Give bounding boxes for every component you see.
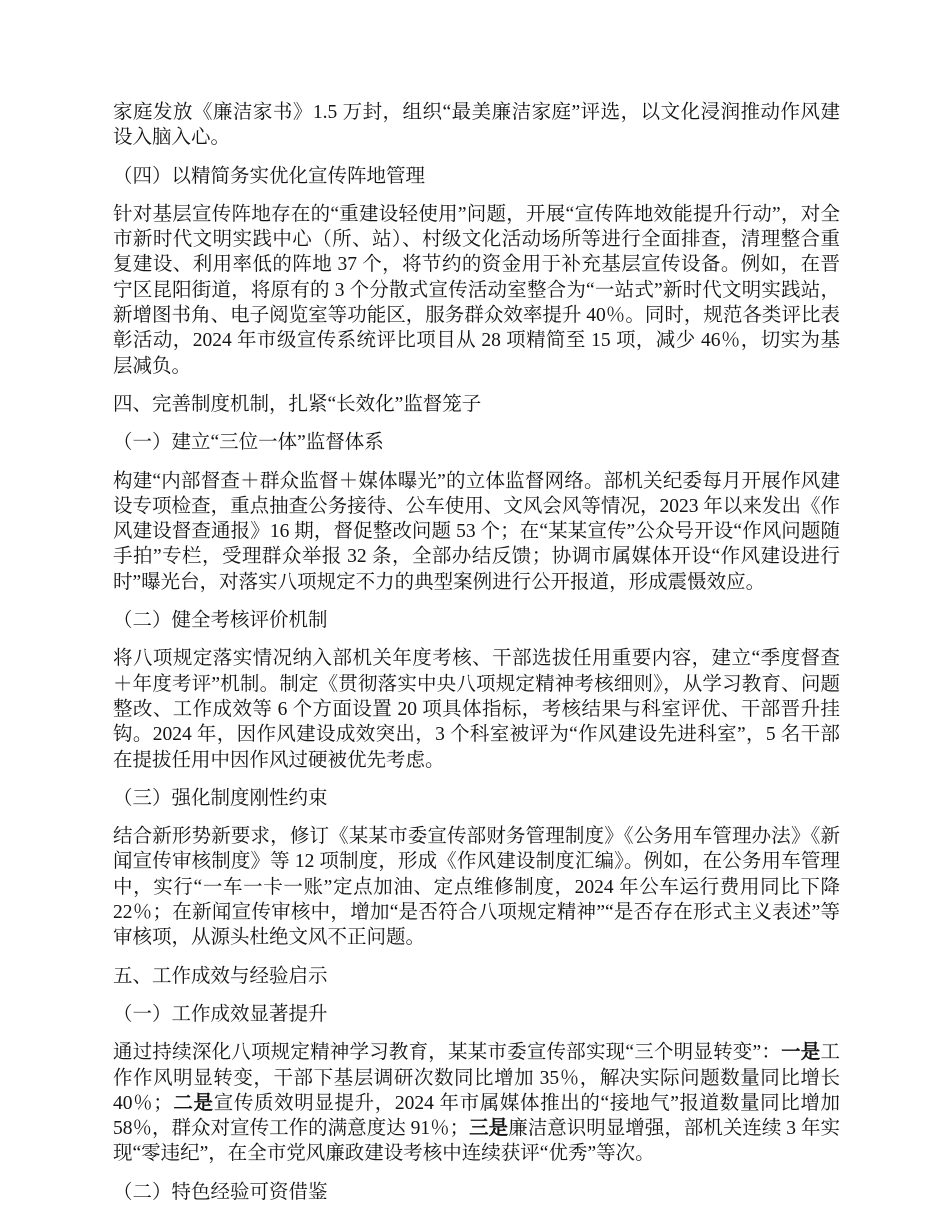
emphasis-run: 二是 <box>172 1092 214 1114</box>
heading-section-5-sub-1: （一）工作成效显著提升 <box>113 1003 328 1025</box>
heading-section-4: 四、完善制度机制，扎紧“长效化”监督笼子 <box>113 393 482 415</box>
text-run: 工作作风明显转变，干部下基层调研次数同比增加 35％，解决实际问题数量同比增长 40％； <box>113 1042 840 1114</box>
text-run: 廉洁意识明显增强，部机关连续 3 年实现“零违纪”，在全市党风廉政建设考核中连续获评“优秀”等次。 <box>113 1118 840 1165</box>
paragraph-institutional-constraints: 结合新形势新要求，修订《某某市委宣传部财务管理制度》《公务用车管理办法》《新闻宣传审核制度》等 12 项制度，形成《作风建设制度汇编》。例如，在公务用车管理中，实行“一车一卡一账”定点加油、定点维修制度，2024 年公车运行费用同比下降 22％；在新闻宣传审核中，增加“是否符合八项规定精神”“是否存在形式主义表述”等审核项，从源头杜绝文风不正问题。 <box>113 826 840 949</box>
paragraph-assessment-mechanism: 将八项规定落实情况纳入部机关年度考核、干部选拔任用重要内容，建立“季度督查＋年度考评”机制。制定《贯彻落实中央八项规定精神考核细则》，从学习教育、问题整改、工作成效等 6 个方面设置 20 项具体指标，考核结果与科室评优、干部晋升挂钩。2024 年，因作风建设成效突出，3 个科室被评为“作风建设先进科室”，5 名干部在提拔任用中因作风过硬被优先考虑。 <box>113 648 840 771</box>
text-run: 通过持续深化八项规定精神学习教育，某某市委宣传部实现“三个明显转变”： <box>113 1042 782 1064</box>
emphasis-run: 三是 <box>469 1118 509 1140</box>
paragraph-family-letters: 家庭发放《廉洁家书》1.5 万封，组织“最美廉洁家庭”评选，以文化浸润推动作风建设入脑入心。 <box>113 102 840 149</box>
text-run: 宣传质效明显提升，2024 年市属媒体推出的“接地气”报道数量同比增加 58％，群众对宣传工作的满意度达 91％； <box>113 1092 840 1140</box>
document-text-body <box>113 100 840 1218</box>
paragraph-three-transformations <box>113 1040 840 1166</box>
paragraph-supervision-network: 构建“内部督查＋群众监督＋媒体曝光”的立体监督网络。部机关纪委每月开展作风建设专项检查，重点抽查公务接待、公车使用、文风会风等情况，2023 年以来发出《作风建设督查通报》16 期，督促整改问题 53 个；在“某某宣传”公众号开设“作风问题随手拍”专栏，受理群众举报 32 条，全部办结反馈；协调市属媒体开设“作风建设进行时”曝光台，对落实八项规定不力的典型案例进行公开报道，形成震慑效应。 <box>113 470 840 593</box>
heading-section-4-sub-3: （三）强化制度刚性约束 <box>113 787 328 809</box>
heading-section-4-sub-1: （一）建立“三位一体”监督体系 <box>113 432 384 454</box>
heading-section-5: 五、工作成效与经验启示 <box>113 965 328 987</box>
emphasis-run: 一是 <box>781 1042 821 1064</box>
heading-section-4-sub-4: （四）以精简务实优化宣传阵地管理 <box>113 165 426 187</box>
heading-section-5-sub-2: （二）特色经验可资借鉴 <box>113 1181 328 1203</box>
paragraph-propaganda-positions: 针对基层宣传阵地存在的“重建设轻使用”问题，开展“宣传阵地效能提升行动”，对全市新时代文明实践中心（所、站）、村级文化活动场所等进行全面排查，清理整合重复建设、利用率低的阵地 37 个，将节约的资金用于补充基层宣传设备。例如，在晋宁区昆阳街道，将原有的 3 个分散式宣传活动室整合为“一站式”新时代文明实践站，新增图书角、电子阅览室等功能区，服务群众效率提升 40％。同时，规范各类评比表彰活动，2024 年市级宣传系统评比项目从 28 项精简至 15 项，减少 46％，切实为基层减负。 <box>113 203 840 377</box>
heading-section-4-sub-2: （二）健全考核评价机制 <box>113 610 328 632</box>
